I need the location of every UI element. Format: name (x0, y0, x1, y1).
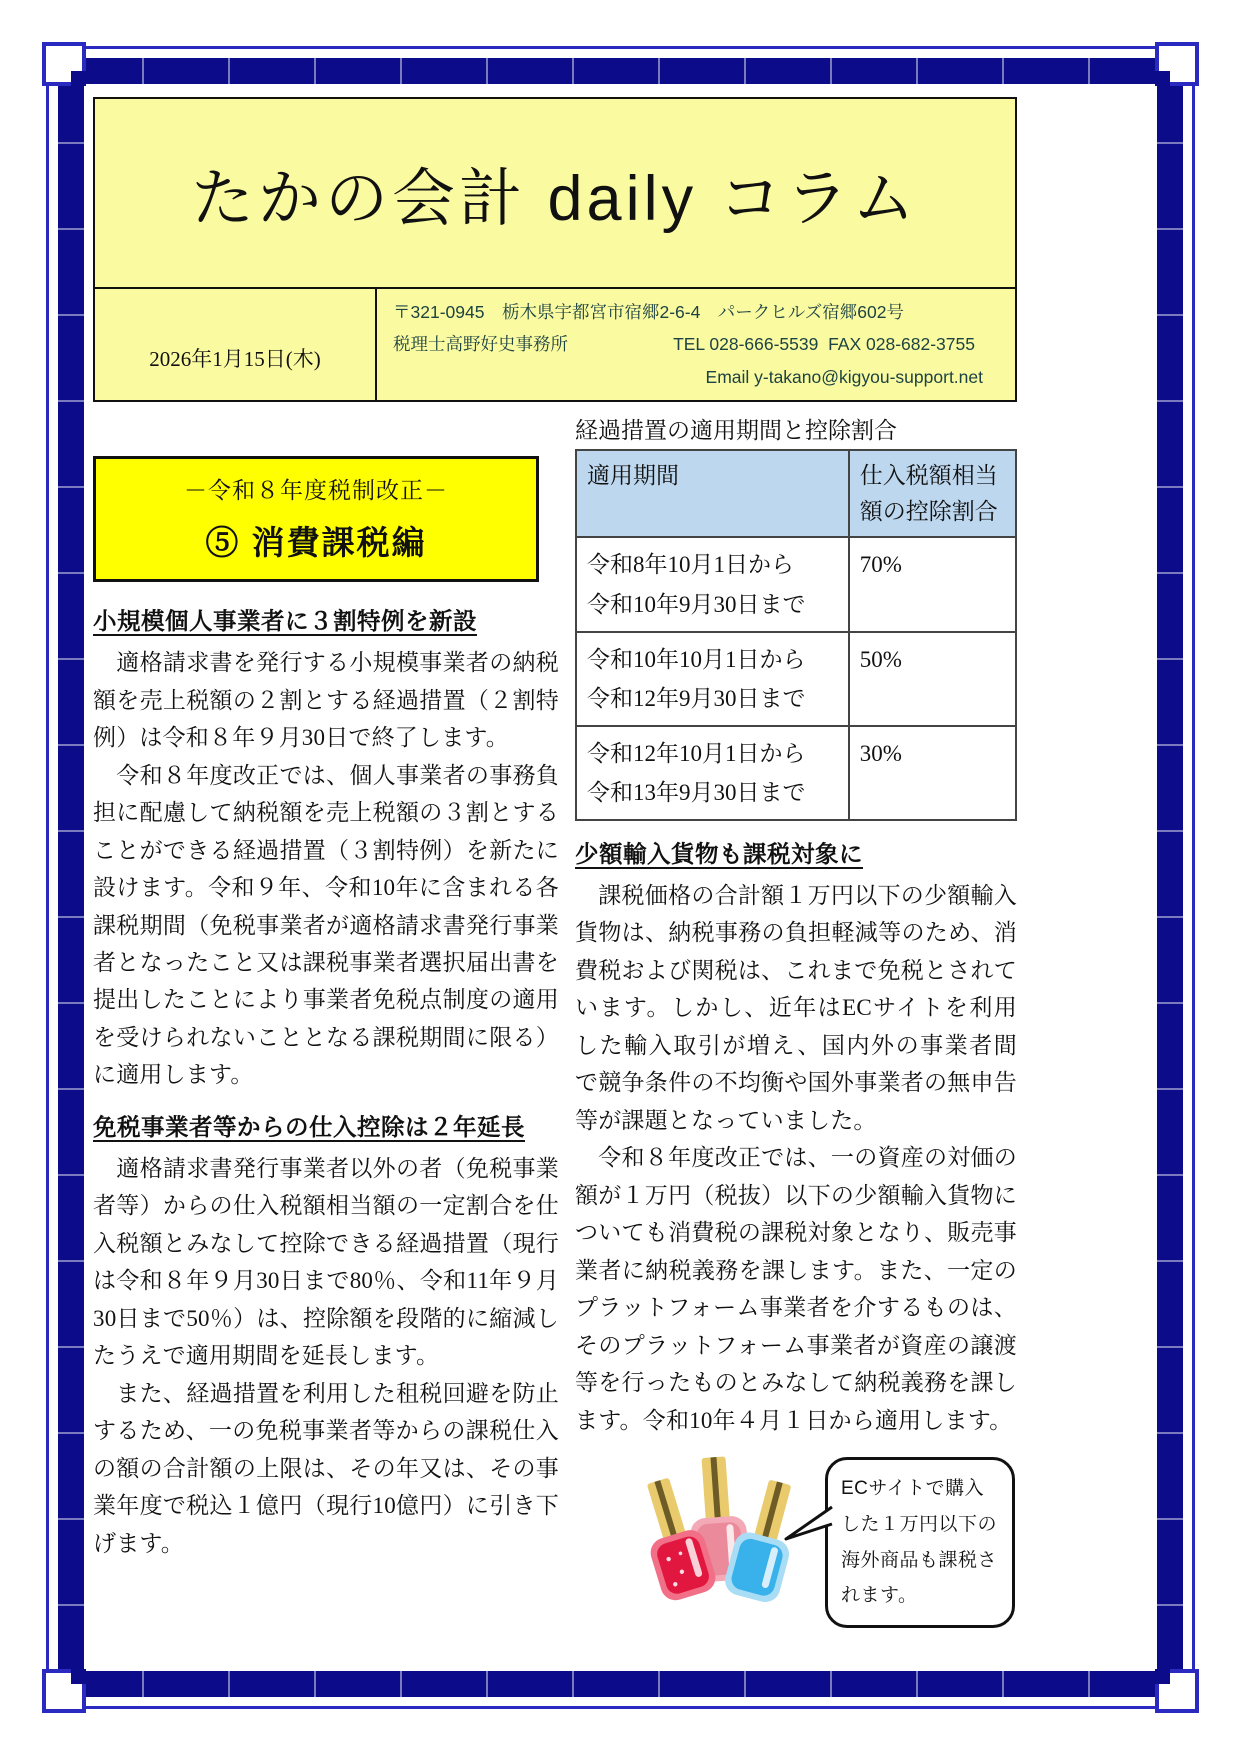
table-row (576, 632, 1016, 726)
page-frame-band-right (1157, 58, 1183, 1697)
speech-bubble-text: ECサイトで購入した１万円以下の海外商品も課税されます。 (841, 1478, 998, 1607)
period-cell (576, 537, 849, 631)
office-line (393, 328, 1001, 360)
period-to: 令和10年9月30日まで (587, 591, 806, 617)
period-to: 令和13年9月30日まで (587, 779, 806, 805)
paragraph: 令和８年度改正では、個人事業者の事務負担に配慮して納税額を売上税額の３割とすることができる経過措置（３割特例）を新たに設けます。令和９年、令和10年に含まれる各課税期間（免税事業者が適格請求書発行事業者となったこと又は課税事業者選択届出書を提出したことにより事業者免税点制度の適用を受けられないこととなる課税期間に限る）に適用します。 (93, 762, 559, 1088)
paragraph: 令和８年度改正では、一の資産の対価の額が１万円（税抜）以下の少額輸入貨物についても消費税の課税対象となり、販売事業者に納税義務を課します。また、一定のプラットフォーム事業者を介するものは、そのプラットフォーム事業者が資産の譲渡等を行ったものとみなして納税義務を課します。令和10年４月１日から適用します。 (575, 1145, 1017, 1433)
section-heading: 免税事業者等からの仕入控除は２年延長 (93, 1114, 525, 1141)
office-name: 税理士高野好史事務所 (393, 334, 568, 355)
rate-cell: 30% (849, 726, 1016, 820)
topic-title: ⑤ 消費課税編 (205, 524, 427, 562)
topic-box (93, 456, 539, 582)
office-contact-block (375, 289, 1015, 400)
page-frame-band-bottom (58, 1671, 1183, 1697)
period-from: 令和12年10月1日から (587, 740, 806, 766)
paragraph: 適格請求書を発行する小規模事業者の納税額を売上税額の２割とする経過措置（２割特例）は令和８年９月30日で終了します。 (93, 650, 559, 751)
issue-date: 2026年1月15日(木) (149, 346, 321, 371)
masthead (93, 97, 1017, 402)
page-frame-band-top (58, 58, 1183, 84)
paragraph: 課税価格の合計額１万円以下の少額輸入貨物は、納税事務の負担軽減等のため、消費税および関税は、これまで免税とされています。しかし、近年はECサイトを利用した輸入取引が増え、国内外の事業者間で競争条件の不均衡や国外事業者の無申告等が課題となっていました。 (575, 882, 1017, 1133)
topic-subtitle: －令和８年度税制改正－ (184, 477, 448, 504)
nail-polish-icon (643, 1455, 803, 1645)
period-to: 令和12年9月30日まで (587, 685, 806, 711)
office-address: 〒321-0945 栃木県宇都宮市宿郷2-6-4 パークヒルズ宿郷602号 (393, 302, 904, 322)
office-tel-fax: TEL 028-666-5539 FAX 028-682-3755 (673, 334, 975, 355)
left-column (93, 412, 559, 1665)
section-heading: 少額輸入貨物も課税対象に (575, 841, 863, 868)
body-columns (93, 412, 1017, 1665)
paragraph: 適格請求書発行事業者以外の者（免税事業者等）からの仕入税額相当額の一定割合を仕入税額とみなして控除できる経過措置（現行は令和８年９月30日まで80％、令和11年９月30日まで50％）は、控除額を段階的に縮減したうえで適用期間を延長します。 (93, 1155, 559, 1369)
frame-corner-ornament (42, 1669, 86, 1713)
paragraph: また、経過措置を利用した租税回避を防止するため、一の免税事業者等からの課税仕入の額の合計額の上限は、その年又は、その事業年度で税込１億円（現行10億円）に引き下げます。 (93, 1380, 559, 1556)
transition-rate-table (575, 449, 1017, 821)
frame-corner-ornament (1155, 42, 1199, 86)
period-from: 令和10年10月1日から (587, 646, 806, 672)
newsletter-sheet (93, 97, 1017, 1665)
speech-bubble-tail (784, 1504, 834, 1546)
section-heading: 小規模個人事業者に３割特例を新設 (93, 609, 477, 636)
table-row (576, 537, 1016, 631)
page-frame-band-left (58, 58, 84, 1697)
period-from: 令和8年10月1日から (587, 552, 794, 578)
newsletter-title: たかの会計 daily コラム (191, 163, 919, 234)
frame-corner-ornament (1155, 1669, 1199, 1713)
masthead-info (95, 287, 1015, 400)
column-header-period: 適用期間 (576, 450, 849, 537)
office-email: Email y-takano@kigyou-support.net (705, 366, 983, 387)
table-header-row (576, 450, 1016, 537)
callout-illustration-block (575, 1455, 1017, 1665)
rate-cell: 50% (849, 632, 1016, 726)
table-title: 経過措置の適用期間と控除割合 (575, 418, 897, 444)
rate-cell: 70% (849, 537, 1016, 631)
frame-corner-ornament (42, 42, 86, 86)
period-cell (576, 726, 849, 820)
right-column (575, 412, 1017, 1665)
column-header-rate: 仕入税額相当額の控除割合 (849, 450, 1016, 537)
period-cell (576, 632, 849, 726)
speech-bubble (825, 1457, 1015, 1628)
table-row (576, 726, 1016, 820)
